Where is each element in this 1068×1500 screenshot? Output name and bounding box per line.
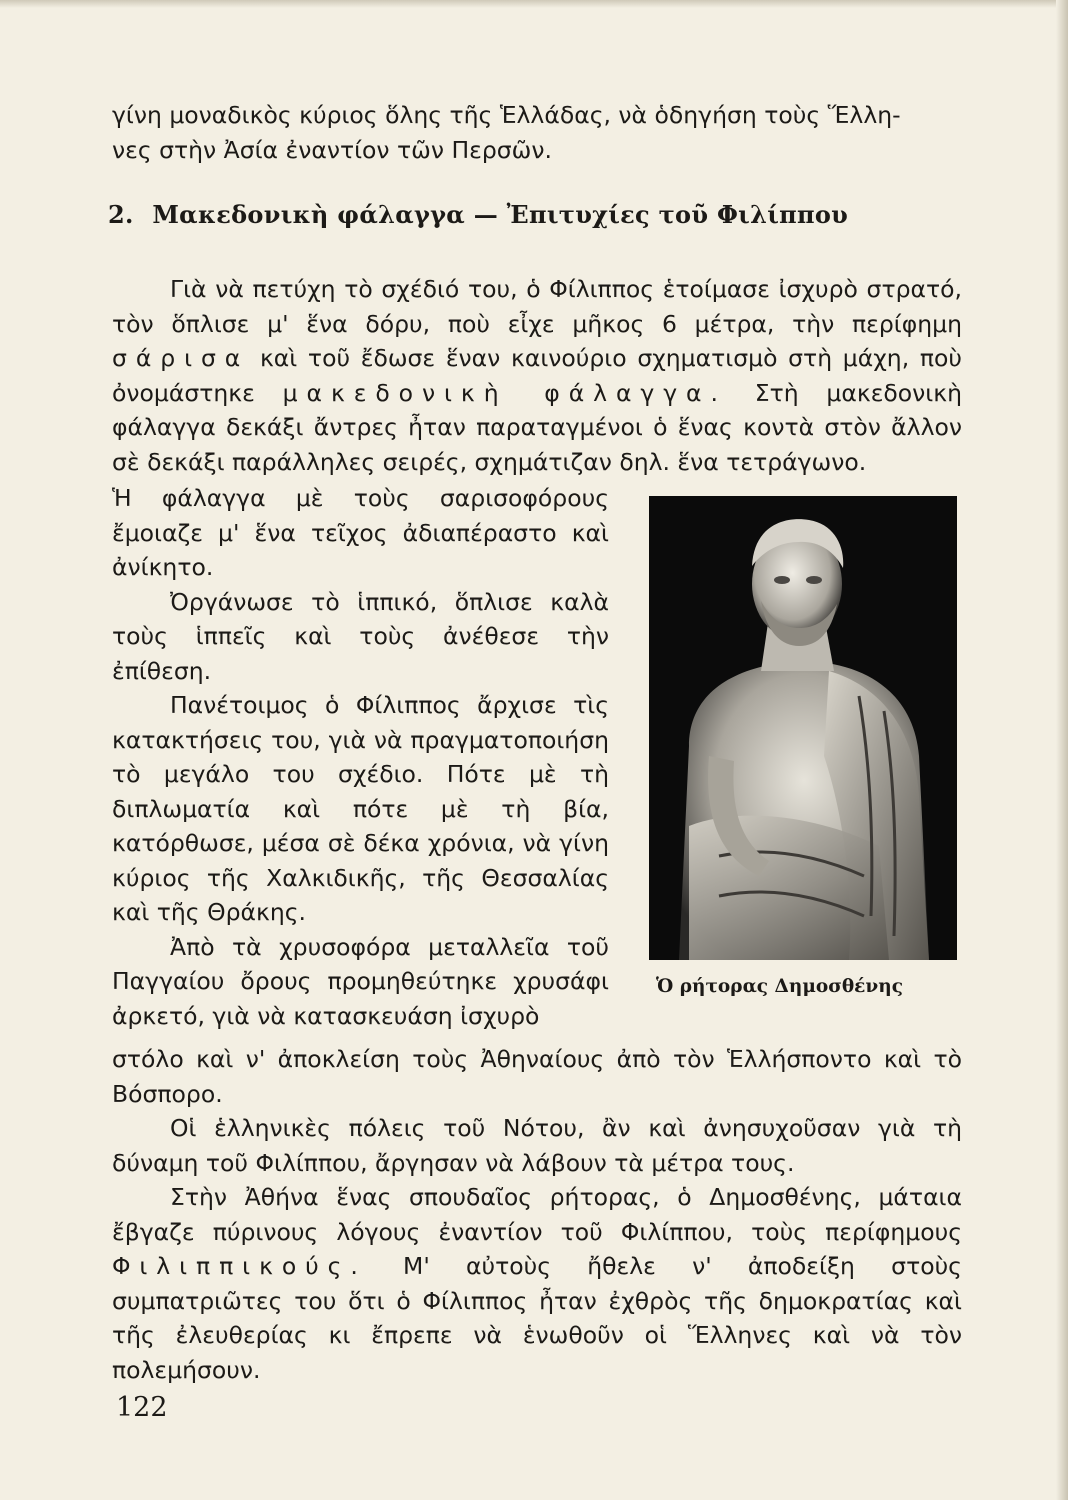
intro-line-1: γίνη μοναδικὸς κύριος ὅλης τῆς Ἑλλάδας, νὰ ὁδηγήση τοὺς Ἕλλη- [112,101,901,129]
paragraph-4-start: Ἀπὸ τὰ χρυσοφόρα μεταλλεῖα τοῦ Παγγαίου ὄρους προμηθεύτηκε χρυσάφι ἀρκετό, γιὰ νὰ κατασκευάση ἰσχυρὸ [112,932,609,1030]
narrow-column [112,481,609,1033]
paragraph-2: Ὀργάνωσε τὸ ἱππικό, ὅπλισε καλὰ τοὺς ἱππεῖς καὶ τοὺς ἀνέθεσε τὴν ἐπίθεση. [112,587,609,685]
term-sarisa: σάρισα [112,344,250,372]
paragraph-1-continued: Ἡ φάλαγγα μὲ τοὺς σαρισοφόρους ἔμοιαζε μ' ἕνα τεῖχος ἀδιαπέραστο καὶ ἀνίκητο. [112,484,609,581]
para6-end: Μ' αὐτοὺς ἤθελε ν' ἀποδείξη στοὺς συμπατριῶτες του ὅτι ὁ Φίλιππος ἦταν ἐχθρὸς τῆς δημοκρατίας καὶ τῆς ἐλευθερίας κι ἔπρεπε νὰ ἑνωθοῦν οἱ Ἕλληνες καὶ νὰ τὸν πολεμήσουν. [112,1252,962,1384]
paragraph-4-end: στόλο καὶ ν' ἀποκλείση τοὺς Ἀθηναίους ἀπὸ τὸν Ἑλλήσποντο καὶ τὸ Βόσπορο. [112,1045,962,1108]
section-number: 2. [108,200,134,229]
demosthenes-photo [649,496,957,960]
para1-start: Γιὰ νὰ πετύχη τὸ σχέδιό του, ὁ Φίλιππος ἑτοίμασε ἰσχυρὸ στρατό, τὸν ὅπλισε μ' ἕνα δόρυ, ποὺ εἶχε μῆκος 6 μέτρα, τὴν περίφημη [112,275,962,338]
para1-end: Στὴ μακεδονικὴ φάλαγγα δεκάξι ἄντρες ἦταν παραταγμένοι ὁ ἕνας κοντὰ στὸν ἄλλον σὲ δεκάξι παράλληλες σειρές, σχημάτιζαν δηλ. ἕνα τετράγωνο. [112,378,962,476]
photo-caption: Ὁ ρήτορας Δημοσθένης [656,976,903,997]
intro-line-2: νες στὴν Ἀσία ἐναντίον τῶν Περσῶν. [112,135,552,164]
page-number: 122 [116,1392,168,1423]
paragraph-5: Οἱ ἑλληνικὲς πόλεις τοῦ Νότου, ἂν καὶ ἀνησυχοῦσαν γιὰ τὴ δύναμη τοῦ Φιλίππου, ἄργησαν νὰ λάβουν τὰ μέτρα τους. [112,1114,962,1177]
lower-text [112,1042,962,1387]
paragraph-1 [112,272,962,479]
para6-start: Στὴν Ἀθήνα ἕνας σπουδαῖος ρήτορας, ὁ Δημοσθένης, μάταια ἔβγαζε πύρινους λόγους ἐναντίον τοῦ Φιλίππου, τοὺς περίφημους [112,1183,962,1246]
page-top-shadow [0,0,1068,8]
statue-illustration [649,496,957,960]
section-title: Μακεδονικὴ φάλαγγα — Ἐπιτυχίες τοῦ Φιλίππου [152,200,849,229]
section-heading [108,200,868,229]
term-makedoniki-falagga: μακεδονικὴ φάλαγγα. [282,378,727,407]
paragraph-3: Πανέτοιμος ὁ Φίλιππος ἄρχισε τὶς κατακτήσεις του, γιὰ νὰ πραγματοποιήση τὸ μεγάλο του σχέδιο. Πότε μὲ τὴ διπλωματία καὶ πότε μὲ τὴ βία, κατόρθωσε, μέσα σὲ δέκα χρόνια, νὰ γίνη κύριος τῆς Χαλκιδικῆς, τῆς Θεσσαλίας καὶ τῆς Θράκης. [112,691,609,926]
page-edge [1056,0,1068,1500]
intro-text [112,98,962,167]
para1-middle: καὶ τοῦ ἔδωσε ἕναν καινούριο σχηματισμὸ στὴ μάχη, ποὺ ὀνομάστηκε [112,344,962,407]
term-filippikous: Φιλιππικούς. [112,1252,367,1280]
